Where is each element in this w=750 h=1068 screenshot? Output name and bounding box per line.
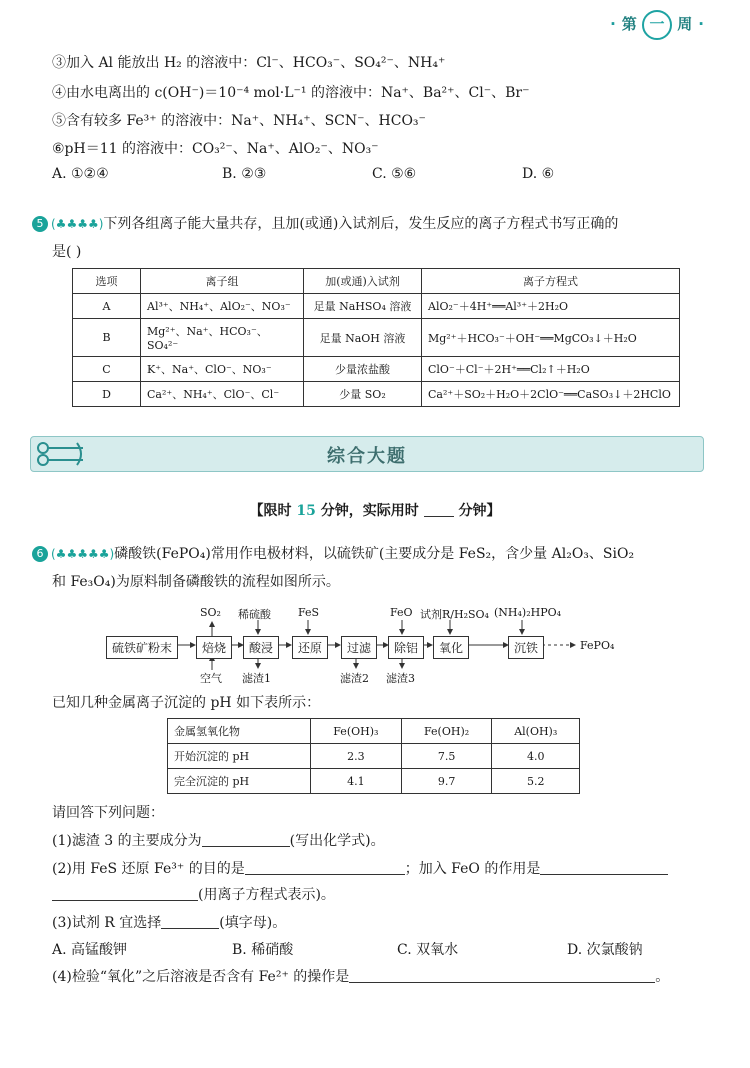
flow-box-acid-leach: 酸浸 (243, 636, 279, 659)
table-header: Fe(OH)₂ (401, 719, 492, 744)
question-number-badge: 6 (32, 546, 48, 562)
sub-question-2-cont (52, 884, 335, 904)
sub-question-2 (52, 858, 668, 878)
table-cell: Ca²⁺、NH₄⁺、ClO⁻、Cl⁻ (141, 382, 304, 407)
sub4-text: (4)检验“氧化”之后溶液是否含有 Fe²⁺ 的操作是 (52, 969, 350, 985)
table-cell: AlO₂⁻＋4H⁺══Al³⁺＋2H₂O (422, 294, 680, 319)
time-limit (0, 500, 750, 520)
table-row (73, 357, 680, 382)
q4-option-b: B. ②③ (222, 166, 267, 182)
flow-box-filter: 过滤 (341, 636, 377, 659)
table-header: 选项 (73, 269, 141, 294)
sub2-tail: (用离子方程式表示)。 (198, 887, 335, 903)
table-cell: Ca²⁺＋SO₂＋H₂O＋2ClO⁻══CaSO₃↓＋2HClO (422, 382, 680, 407)
answer-blank-2c[interactable] (52, 886, 198, 901)
sub3-option-b: B. 稀硝酸 (232, 942, 294, 958)
table-row (168, 769, 580, 794)
difficulty-icon: (♣♣♣♣) (51, 217, 104, 231)
table-cell: 足量 NaHSO₄ 溶液 (304, 294, 422, 319)
flow-box-remove-al: 除铝 (388, 636, 424, 659)
table-cell: D (73, 382, 141, 407)
sub2-mid: ；加入 FeO 的作用是 (404, 861, 541, 877)
q6-stem-cont: 和 Fe₃O₄)为原料制备磷酸铁的流程如图所示。 (52, 574, 340, 590)
week-number: 一 (642, 10, 672, 40)
table-cell: A (73, 294, 141, 319)
answer-blank-2a[interactable] (245, 860, 405, 875)
table-cell: Mg²⁺＋HCO₃⁻＋OH⁻══MgCO₃↓＋H₂O (422, 319, 680, 357)
q4-option-d: D. ⑥ (522, 166, 555, 182)
section-title: 综合大题 (327, 446, 407, 467)
flow-box-reduce: 还原 (292, 636, 328, 659)
table-header: 离子方程式 (422, 269, 680, 294)
q6-stem (32, 543, 634, 563)
flow-label-dilute-acid: 稀硫酸 (238, 608, 271, 621)
time-value: 15 (296, 503, 316, 519)
table-cell: 2.3 (311, 744, 402, 769)
time-mid: 分钟，实际用时 (320, 503, 419, 519)
q6-stem-text: 磷酸铁(FePO₄)常用作电极材料，以硫铁矿(主要成分是 FeS₂，含少量 Al₂O₃、SiO₂ (114, 546, 635, 562)
table-cell: K⁺、Na⁺、ClO⁻、NO₃⁻ (141, 357, 304, 382)
time-prefix: 【限时 (249, 503, 292, 519)
flow-box-oxidize: 氧化 (433, 636, 469, 659)
answer-blank-2b[interactable] (540, 860, 668, 875)
answer-blank-1[interactable] (202, 832, 290, 847)
table-header-row (168, 719, 580, 744)
table-cell: B (73, 319, 141, 357)
q5-table (72, 268, 680, 407)
sub-question-3 (52, 912, 286, 932)
table-cell: ClO⁻＋Cl⁻＋2H⁺══Cl₂↑＋H₂O (422, 357, 680, 382)
sub-question-4 (52, 966, 669, 986)
table-header: 加(或通)入试剂 (304, 269, 422, 294)
table-cell: Mg²⁺、Na⁺、HCO₃⁻、SO₄²⁻ (141, 319, 304, 357)
sub4-tail: 。 (655, 969, 670, 985)
header-prefix: 第 (621, 15, 637, 33)
table-cell: 少量 SO₂ (304, 382, 422, 407)
q4-option-a: A. ①②④ (52, 166, 109, 182)
header-suffix: 周 (677, 15, 693, 33)
q4-option-c: C. ⑤⑥ (372, 166, 417, 182)
table-cell: 完全沉淀的 pH (168, 769, 311, 794)
flow-product: FePO₄ (580, 639, 615, 652)
flow-box-roast: 焙烧 (196, 636, 232, 659)
questions-intro: 请回答下列问题： (52, 805, 164, 821)
sub3-option-d: D. 次氯酸钠 (567, 942, 643, 958)
table-cell: 足量 NaOH 溶液 (304, 319, 422, 357)
q4-item-5: ⑤含有较多 Fe³⁺ 的溶液中：Na⁺、NH₄⁺、SCN⁻、HCO₃⁻ (52, 113, 426, 129)
flow-label-reagent-r: 试剂R/H₂SO₄ (420, 608, 489, 621)
table-cell: Al³⁺、NH₄⁺、AlO₂⁻、NO₃⁻ (141, 294, 304, 319)
table-cell: 4.1 (311, 769, 402, 794)
table-row (73, 294, 680, 319)
table-header: 离子组 (141, 269, 304, 294)
week-header (604, 10, 710, 40)
header-dot: · (610, 15, 616, 33)
table-cell: 7.5 (401, 744, 492, 769)
table-cell: 5.2 (492, 769, 580, 794)
table-cell: C (73, 357, 141, 382)
ph-table-intro: 已知几种金属离子沉淀的 pH 如下表所示： (52, 695, 321, 711)
flow-label-residue-3: 滤渣3 (386, 672, 415, 685)
table-cell: 4.0 (492, 744, 580, 769)
q4-item-3: ③加入 Al 能放出 H₂ 的溶液中：Cl⁻、HCO₃⁻、SO₄²⁻、NH₄⁺ (52, 55, 446, 71)
sub3-text: (3)试剂 R 宜选择 (52, 915, 162, 931)
difficulty-icon: (♣♣♣♣♣) (51, 547, 115, 561)
flow-box-ore: 硫铁矿粉末 (106, 636, 178, 659)
flow-label-phosphate: (NH₄)₂HPO₄ (494, 606, 562, 619)
table-header-row (73, 269, 680, 294)
table-row (73, 319, 680, 357)
flow-label-air: 空气 (200, 672, 222, 685)
flow-label-fes: FeS (298, 606, 320, 619)
sub3-option-c: C. 双氧水 (397, 942, 459, 958)
sub1-tail: (写出化学式)。 (289, 833, 385, 849)
time-suffix: 分钟】 (458, 503, 501, 519)
actual-time-blank[interactable] (424, 502, 454, 517)
table-cell: 开始沉淀的 pH (168, 744, 311, 769)
table-header: Al(OH)₃ (492, 719, 580, 744)
process-flow-diagram (0, 600, 750, 690)
flow-label-feo: FeO (390, 606, 413, 619)
sub1-text: (1)滤渣 3 的主要成分为 (52, 833, 202, 849)
flow-box-precipitate: 沉铁 (508, 636, 544, 659)
flow-label-residue-1: 滤渣1 (242, 672, 271, 685)
q4-item-6: ⑥pH＝11 的溶液中：CO₃²⁻、Na⁺、AlO₂⁻、NO₃⁻ (52, 141, 379, 157)
header-dot: · (698, 15, 704, 33)
q4-item-4: ④由水电离出的 c(OH⁻)＝10⁻⁴ mol·L⁻¹ 的溶液中：Na⁺、Ba²⁺、Cl⁻、Br⁻ (52, 85, 530, 101)
table-cell: 少量浓盐酸 (304, 357, 422, 382)
sub3-option-a: A. 高锰酸钾 (52, 942, 128, 958)
table-row (73, 382, 680, 407)
answer-blank-4[interactable] (349, 968, 655, 983)
sub2-text: (2)用 FeS 还原 Fe³⁺ 的目的是 (52, 861, 245, 877)
sub3-tail: (填字母)。 (219, 915, 287, 931)
section-banner (30, 436, 704, 472)
table-header: 金属氢氧化物 (168, 719, 311, 744)
q5-stem-cont: 是( ) (52, 244, 82, 260)
table-cell: 9.7 (401, 769, 492, 794)
q5-stem-text: 下列各组离子能大量共存，且加(或通)入试剂后，发生反应的离子方程式书写正确的 (103, 216, 619, 232)
flow-label-residue-2: 滤渣2 (340, 672, 369, 685)
sub-question-1 (52, 830, 385, 850)
answer-blank-3[interactable] (161, 914, 219, 929)
question-number-badge: 5 (32, 216, 48, 232)
table-header: Fe(OH)₃ (311, 719, 402, 744)
flow-label-so2: SO₂ (200, 606, 221, 619)
ph-table (167, 718, 580, 794)
q5-stem (32, 213, 618, 233)
table-row (168, 744, 580, 769)
